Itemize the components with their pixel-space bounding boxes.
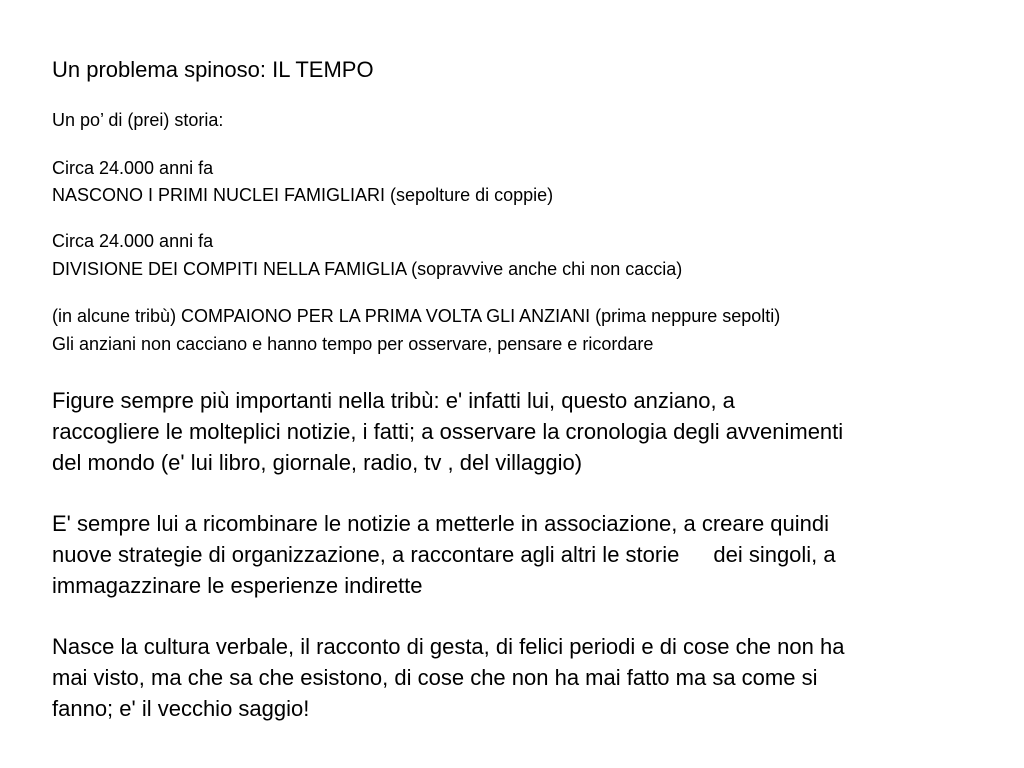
para3-line2: mai visto, ma che sa che esistono, di cose che non ha mai fatto ma sa come si — [52, 665, 818, 690]
para2-line2-part-a: nuove strategie di organizzazione, a raccontare agli altri le storie — [52, 542, 680, 567]
slide — [52, 0, 992, 768]
para2-line2 — [52, 544, 836, 566]
subtitle: Un po’ di (prei) storia: — [52, 110, 224, 130]
block1-line1: Circa 24.000 anni fa — [52, 158, 214, 178]
block2-line1: Circa 24.000 anni fa — [52, 231, 214, 251]
para2-line2-part-b: dei singoli, a — [713, 542, 836, 567]
block2-line2: DIVISIONE DEI COMPITI NELLA FAMIGLIA (sopravvive anche chi non caccia) — [52, 259, 683, 279]
para1-line1: Figure sempre più importanti nella tribù: e' infatti lui, questo anziano, a — [52, 388, 735, 413]
para1-line3: del mondo (e' lui libro, giornale, radio, tv , del villaggio) — [52, 450, 583, 475]
block3-line1: (in alcune tribù) COMPAIONO PER LA PRIMA VOLTA GLI ANZIANI (prima neppure sepolti) — [52, 306, 781, 326]
para2-line3: immagazzinare le esperienze indirette — [52, 573, 423, 598]
block3-line2: Gli anziani non cacciano e hanno tempo per osservare, pensare e ricordare — [52, 334, 654, 354]
para2-line1: E' sempre lui a ricombinare le notizie a metterle in associazione, a creare quindi — [52, 511, 830, 536]
para3-line3: fanno; e' il vecchio saggio! — [52, 696, 310, 721]
slide-title: Un problema spinoso: IL TEMPO — [52, 57, 374, 82]
block1-line2: NASCONO I PRIMI NUCLEI FAMIGLIARI (sepolture di coppie) — [52, 185, 554, 205]
para3-line1: Nasce la cultura verbale, il racconto di gesta, di felici periodi e di cose che non ha — [52, 634, 845, 659]
para1-line2: raccogliere le molteplici notizie, i fatti; a osservare la cronologia degli avvenimenti — [52, 419, 844, 444]
